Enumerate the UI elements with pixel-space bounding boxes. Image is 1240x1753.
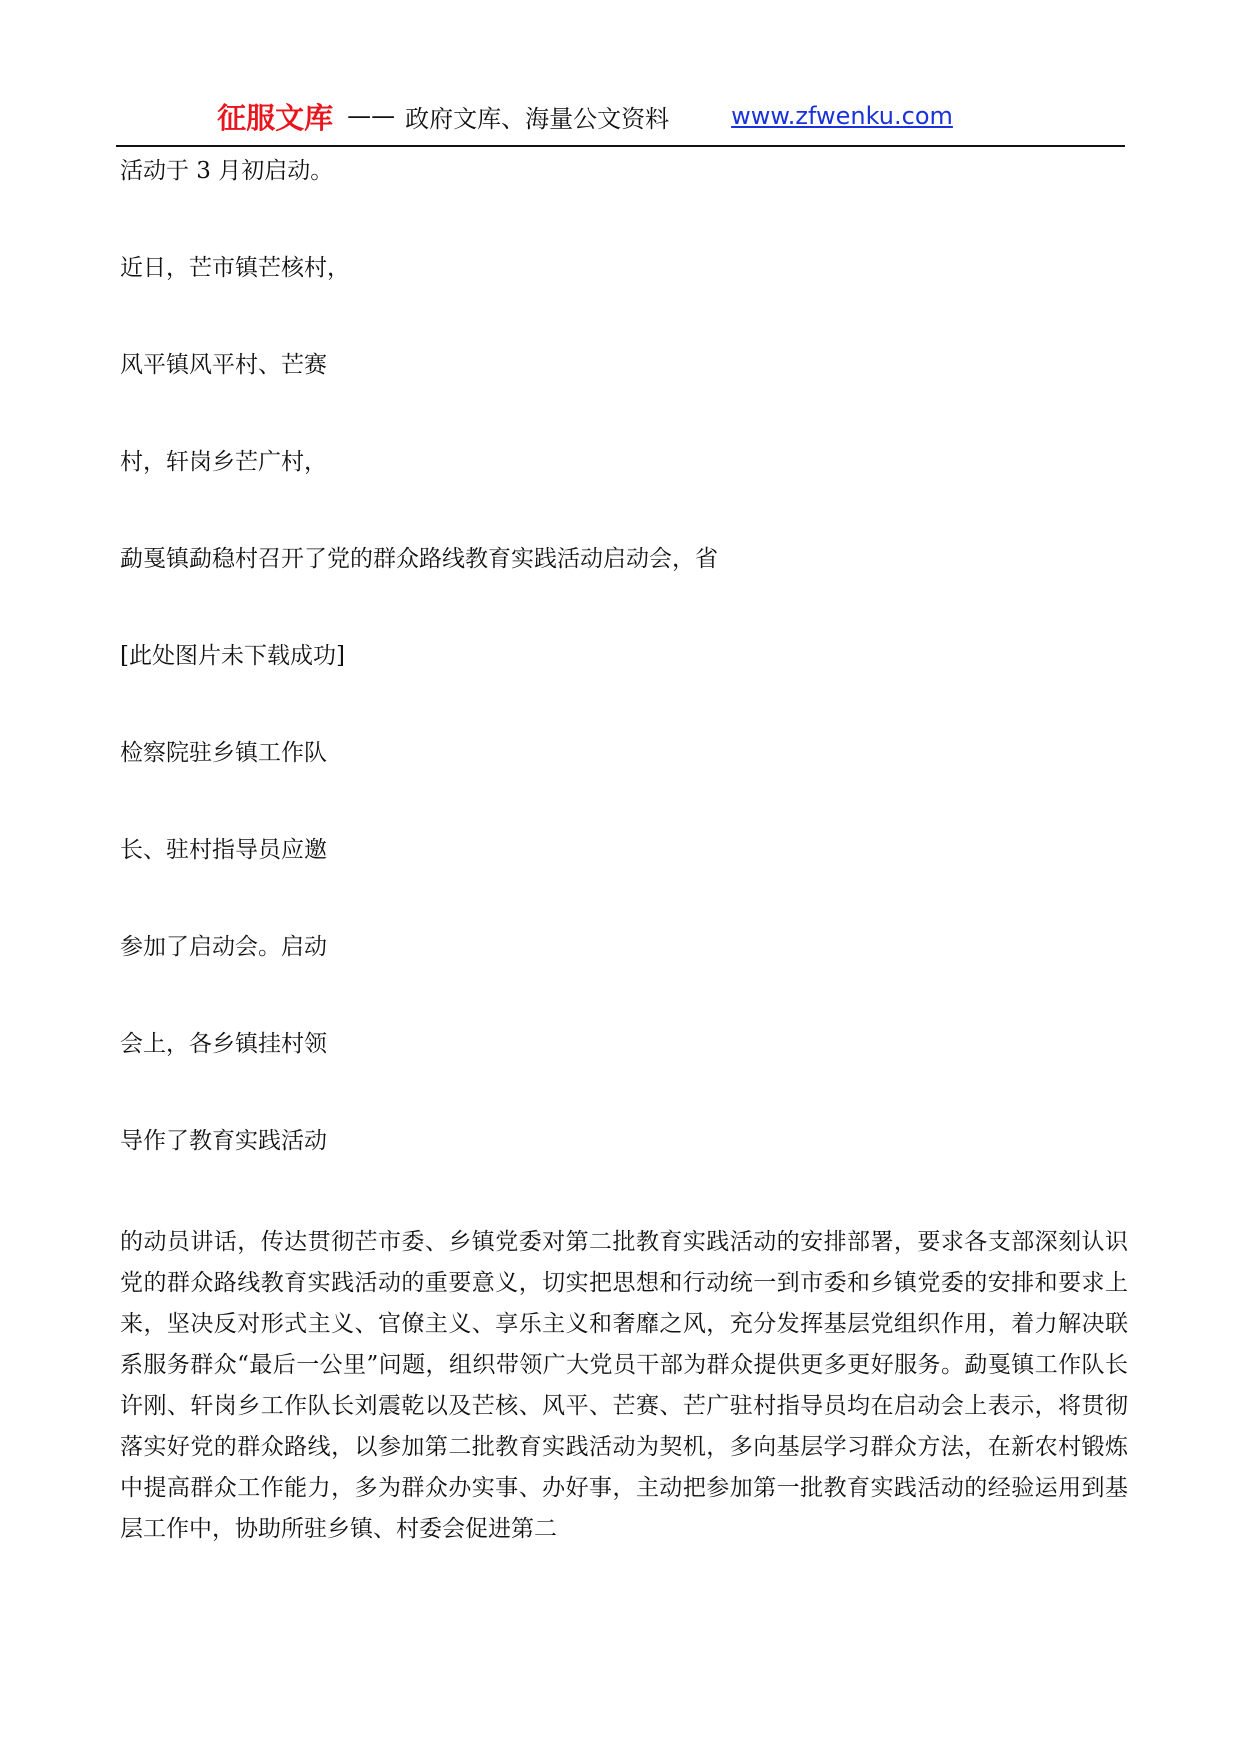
text-line: 会上，各乡镇挂村领 — [120, 1031, 327, 1057]
brand-logo-text: 征服文库 — [217, 100, 334, 135]
text-line: 勐戛镇勐稳村召开了党的群众路线教育实践活动启动会，省 — [120, 546, 718, 572]
header-divider — [116, 145, 1125, 147]
text-line: 活动于 3 月初启动。 — [120, 158, 334, 184]
text-line: 长、驻村指导员应邀 — [120, 837, 327, 863]
text-line: 村，轩岗乡芒广村， — [120, 449, 327, 475]
text-line: 检察院驻乡镇工作队 — [120, 740, 327, 766]
body-paragraph: 的动员讲话，传达贯彻芒市委、乡镇党委对第二批教育实践活动的安排部署，要求各支部深刻认识党的群众路线教育实践活动的重要意义，切实把思想和行动统一到市委和乡镇党委的安排和要求上来，坚决反对形式主义、官僚主义、享乐主义和奢靡之风，充分发挥基层党组织作用，着力解决联系服务群众“最后一公里”问题，组织带领广大党员干部为群众提供更多更好服务。勐戛镇工作队长许刚、轩岗乡工作队长刘震乾以及芒核、风平、芒赛、芒广驻村指导员均在启动会上表示，将贯彻落实好党的群众路线，以参加第二批教育实践活动为契机，多向基层学习群众方法，在新农村锻炼中提高群众工作能力，多为群众办实事、办好事，主动把参加第一批教育实践活动的经验运用到基层工作中，协助所驻乡镇、村委会促进第二 — [120, 1229, 1128, 1542]
header-tagline: 政府文库、海量公文资料 — [405, 104, 670, 133]
text-line: 近日，芒市镇芒核村， — [120, 255, 350, 281]
text-line: 导作了教育实践活动 — [120, 1128, 327, 1154]
text-line: 参加了启动会。启动 — [120, 934, 327, 960]
document-body — [120, 155, 1130, 1550]
text-line: 风平镇风平村、芒赛 — [120, 352, 327, 378]
image-placeholder-text: [此处图片未下载成功] — [120, 643, 345, 669]
page-header — [0, 96, 1240, 136]
header-dash: —— — [347, 102, 396, 130]
site-link[interactable]: www.zfwenku.com — [731, 102, 953, 130]
